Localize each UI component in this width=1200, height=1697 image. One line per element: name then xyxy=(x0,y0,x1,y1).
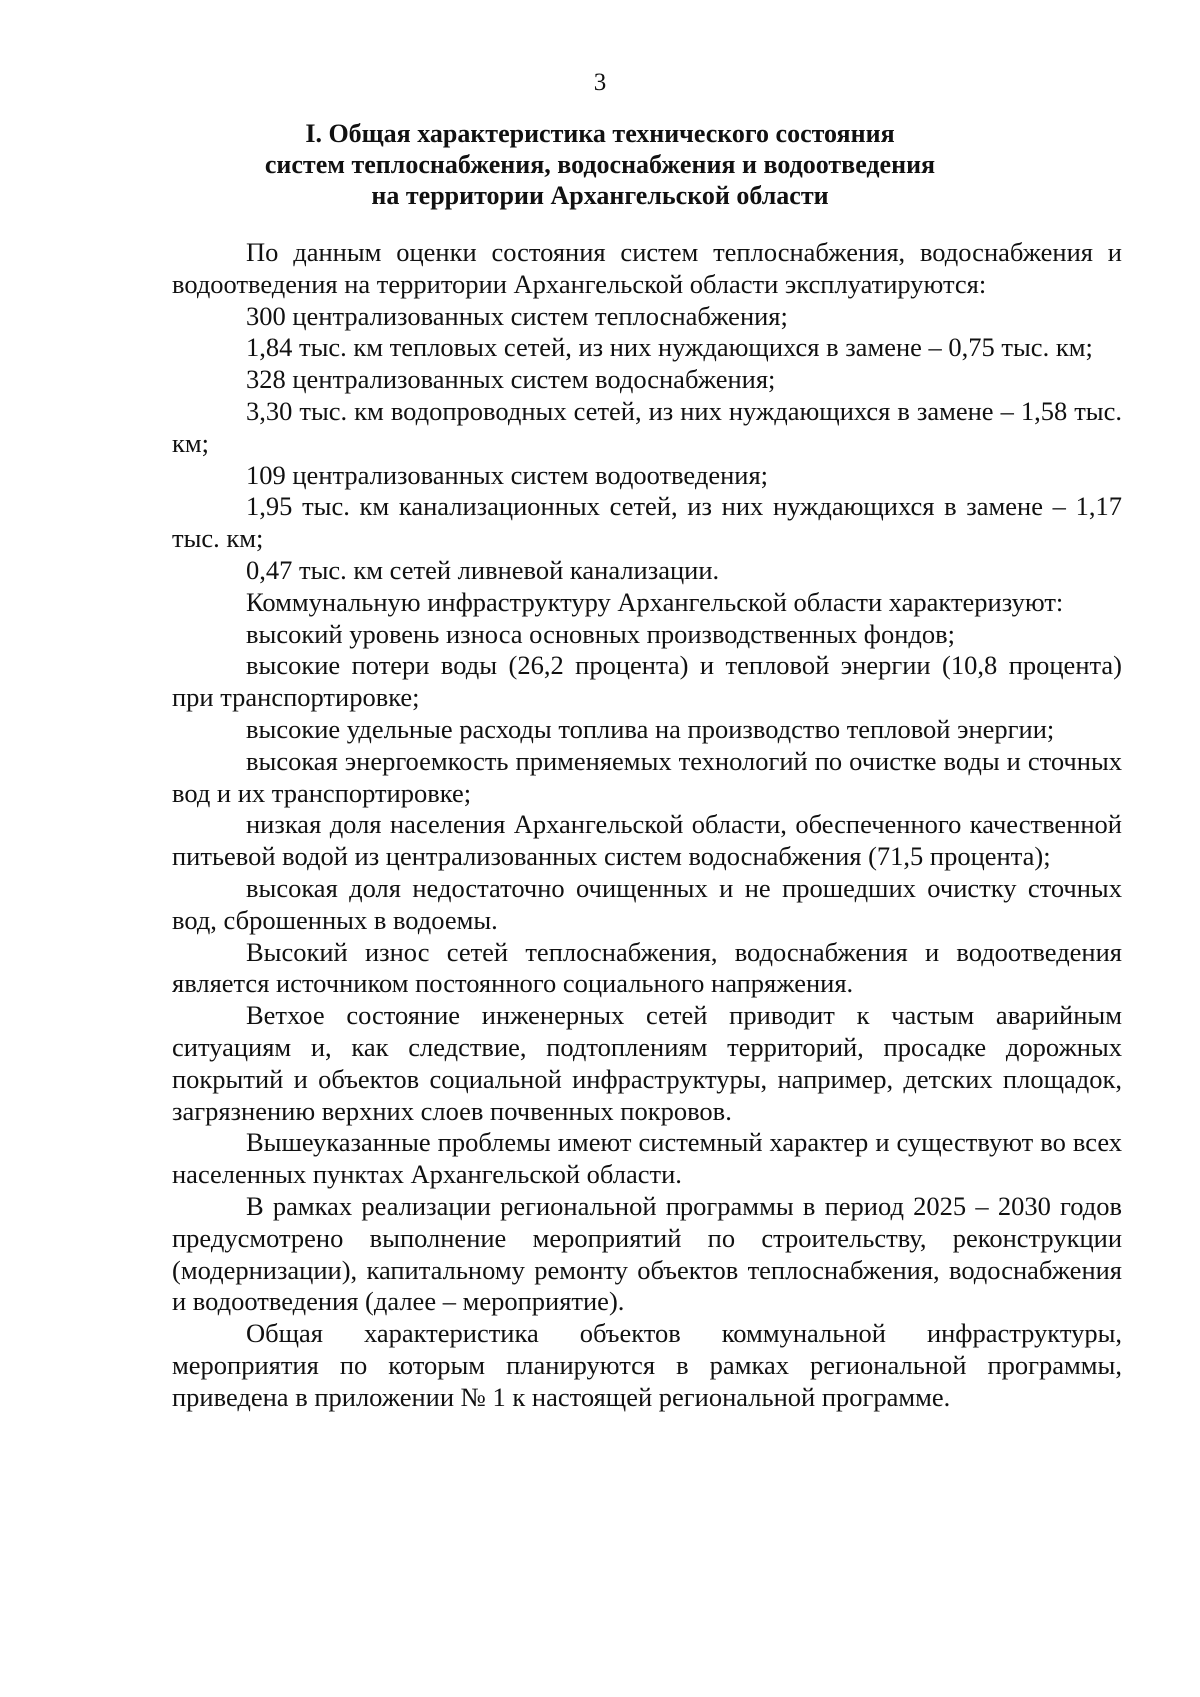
list-item: 109 централизованных систем водоотведения; xyxy=(246,459,768,490)
list-item: высокая доля недостаточно очищенных и не прошедших очистку сточных вод, сброшенных в водоемы. xyxy=(172,872,1122,935)
heading-line: на территории Архангельской области xyxy=(371,181,829,210)
list-item: высокие удельные расходы топлива на производство тепловой энергии; xyxy=(246,713,1055,744)
list-item: высокая энергоемкость применяемых технологий по очистке воды и сточных вод и их транспортировке; xyxy=(172,745,1122,808)
list-item: 1,95 тыс. км канализационных сетей, из них нуждающихся в замене – 1,17 тыс. км; xyxy=(172,491,1122,554)
heading-line: систем теплоснабжения, водоснабжения и водоотведения xyxy=(264,150,936,179)
list-item: низкая доля населения Архангельской области, обеспеченного качественной питьевой водой из централизованных систем водоснабжения (71,5 процента); xyxy=(172,809,1122,872)
page-number: 3 xyxy=(593,69,607,96)
heading-line: I. Общая характеристика технического состояния xyxy=(305,119,895,148)
list-item: 328 централизованных систем водоснабжения; xyxy=(246,364,776,395)
section-heading xyxy=(150,118,1050,211)
paragraph: Ветхое состояние инженерных сетей приводит к частым аварийным ситуациям и, как следствие, подтоплениям территорий, просадке дорожных покрытий и объектов социальной инфраструктуры, например, детских площадок, загрязнению верхних слоев почвенных покровов. xyxy=(172,1000,1122,1126)
list-item: высокий уровень износа основных производственных фондов; xyxy=(246,618,955,649)
list-item: 1,84 тыс. км тепловых сетей, из них нуждающихся в замене – 0,75 тыс. км; xyxy=(246,332,1093,363)
paragraph: По данным оценки состояния систем теплоснабжения, водоснабжения и водоотведения на территории Архангельской области эксплуатируются: xyxy=(172,237,1122,299)
list-item: высокие потери воды (26,2 процента) и тепловой энергии (10,8 процента) при транспортировке; xyxy=(172,650,1122,713)
list-item: 300 централизованных систем теплоснабжения; xyxy=(246,300,788,331)
paragraph: Высокий износ сетей теплоснабжения, водоснабжения и водоотведения является источником постоянного социального напряжения. xyxy=(172,936,1122,999)
paragraph: Коммунальную инфраструктуру Архангельской области характеризуют: xyxy=(246,586,1064,617)
paragraph: Вышеуказанные проблемы имеют системный характер и существуют во всех населенных пунктах Архангельской области. xyxy=(172,1127,1122,1190)
list-item: 0,47 тыс. км сетей ливневой канализации. xyxy=(246,554,720,585)
paragraph: Общая характеристика объектов коммунальной инфраструктуры, мероприятия по которым планируются в рамках региональной программы, приведена в приложении № 1 к настоящей региональной программе. xyxy=(172,1318,1122,1412)
paragraph: В рамках реализации региональной программы в период 2025 – 2030 годов предусмотрено выполнение мероприятий по строительству, реконструкции (модернизации), капитальному ремонту объектов теплоснабжения, водоснабжения и водоотведения (далее – мероприятие). xyxy=(172,1190,1122,1317)
body-text xyxy=(172,237,1122,1413)
list-item: 3,30 тыс. км водопроводных сетей, из них нуждающихся в замене – 1,58 тыс. км; xyxy=(172,395,1122,458)
